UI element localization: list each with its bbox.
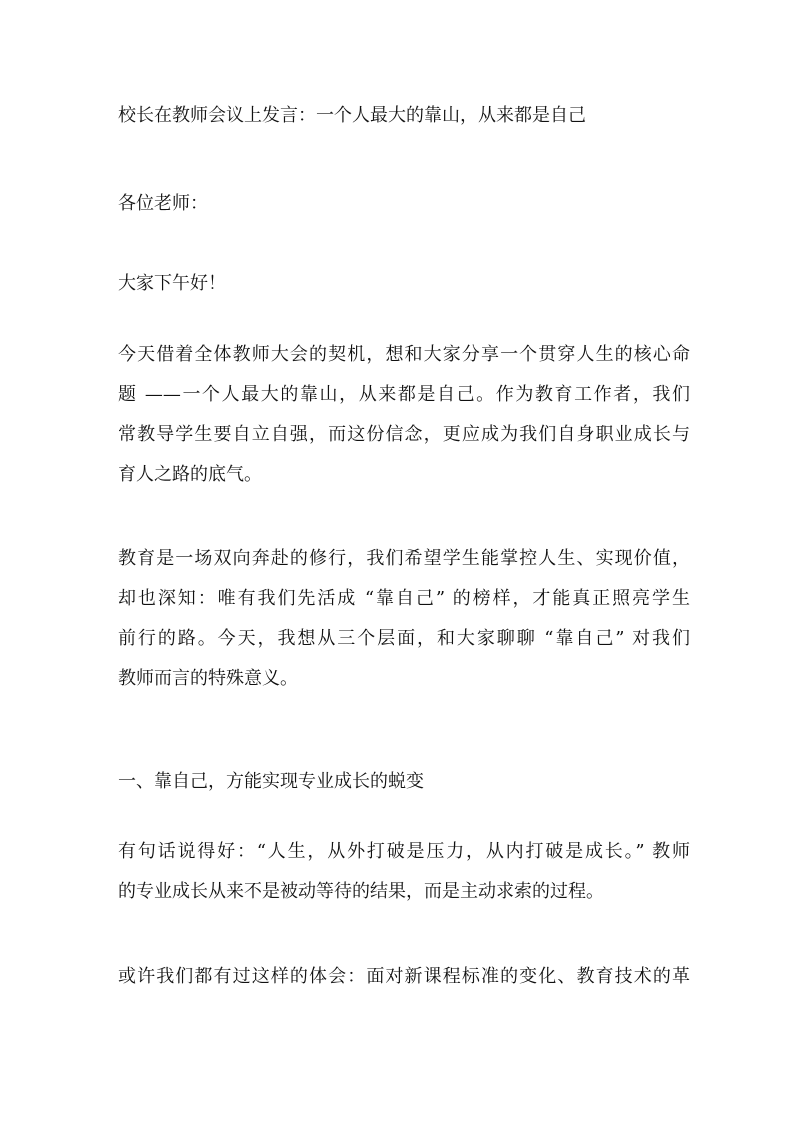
paragraph-line: 常教导学生要自立自强，而这份信念，更应成为我们自身职业成长与 xyxy=(118,424,690,445)
paragraph-intro xyxy=(118,335,690,495)
paragraph-education xyxy=(118,539,690,699)
paragraph-line: 却也深知：唯有我们先活成 “靠自己” 的榜样，才能真正照亮学生 xyxy=(118,588,690,609)
document-title: 校长在教师会议上发言：一个人最大的靠山，从来都是自己 xyxy=(118,105,586,126)
paragraph-line: 教师而言的特殊意义。 xyxy=(118,668,298,689)
paragraph-line: 今天借着全体教师大会的契机，想和大家分享一个贯穿人生的核心命 xyxy=(118,344,690,365)
paragraph-quote xyxy=(118,832,690,912)
paragraph-line: 或许我们都有过这样的体会：面对新课程标准的变化、教育技术的革 xyxy=(118,966,690,987)
paragraph-line: 有句话说得好：“人生，从外打破是压力，从内打破是成长。” 教师 xyxy=(118,841,690,862)
salutation: 各位老师： xyxy=(118,193,208,214)
paragraph-line: 题 ——一个人最大的靠山，从来都是自己。作为教育工作者，我们 xyxy=(118,384,690,405)
greeting: 大家下午好！ xyxy=(118,273,226,294)
section-heading: 一、靠自己，方能实现专业成长的蜕变 xyxy=(118,771,424,792)
paragraph-line: 教育是一场双向奔赴的修行，我们希望学生能掌控人生、实现价值， xyxy=(118,548,690,569)
paragraph-line: 前行的路。今天，我想从三个层面，和大家聊聊 “靠自己” 对我们 xyxy=(118,628,690,649)
paragraph-experience xyxy=(118,957,690,997)
paragraph-line: 育人之路的底气。 xyxy=(118,464,262,485)
paragraph-line: 的专业成长从来不是被动等待的结果，而是主动求索的过程。 xyxy=(118,881,604,902)
